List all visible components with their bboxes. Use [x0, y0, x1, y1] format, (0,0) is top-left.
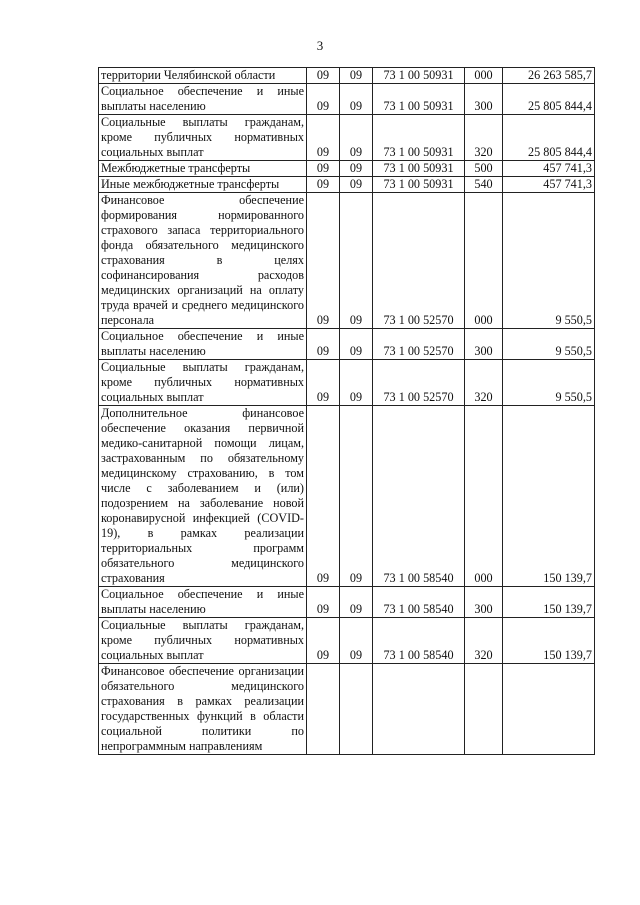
row-subsection: 09 [340, 618, 373, 664]
row-expense-type: 000 [465, 406, 503, 587]
page-number: 3 [316, 38, 324, 53]
row-amount: 26 263 585,7 [503, 68, 595, 84]
row-section: 09 [307, 68, 340, 84]
row-subsection: 09 [340, 406, 373, 587]
row-target-article: 73 1 00 50931 [373, 84, 465, 115]
row-target-article: 73 1 00 58540 [373, 587, 465, 618]
row-section: 09 [307, 193, 340, 329]
row-amount: 9 550,5 [503, 193, 595, 329]
table-row [99, 115, 595, 161]
row-target-article: 73 1 00 50931 [373, 161, 465, 177]
row-subsection: 09 [340, 68, 373, 84]
row-name: Финансовое обеспечение формирования нормированного страхового запаса территориального фонда обязательного медицинского страхования в целях софинансирования расходов медицинских организаций на оплату труда врачей и среднего медицинского персонала [99, 193, 307, 329]
row-target-article: 73 1 00 52570 [373, 329, 465, 360]
row-name: Социальные выплаты гражданам, кроме публичных нормативных социальных выплат [99, 115, 307, 161]
row-target-article: 73 1 00 52570 [373, 360, 465, 406]
row-subsection [340, 664, 373, 755]
row-section [307, 664, 340, 755]
row-section: 09 [307, 360, 340, 406]
row-section: 09 [307, 161, 340, 177]
table-row [99, 161, 595, 177]
row-amount: 9 550,5 [503, 360, 595, 406]
row-section: 09 [307, 618, 340, 664]
row-target-article [373, 664, 465, 755]
table-row [99, 618, 595, 664]
row-section: 09 [307, 177, 340, 193]
row-expense-type: 320 [465, 618, 503, 664]
row-section: 09 [307, 329, 340, 360]
row-subsection: 09 [340, 587, 373, 618]
row-amount [503, 664, 595, 755]
row-expense-type: 300 [465, 84, 503, 115]
row-target-article: 73 1 00 58540 [373, 618, 465, 664]
table-row [99, 177, 595, 193]
table-row [99, 193, 595, 329]
row-amount: 150 139,7 [503, 618, 595, 664]
row-section: 09 [307, 84, 340, 115]
table-row [99, 84, 595, 115]
row-name: Социальное обеспечение и иные выплаты населению [99, 84, 307, 115]
table-row [99, 329, 595, 360]
budget-table-body [99, 68, 595, 755]
row-expense-type: 000 [465, 193, 503, 329]
row-amount: 457 741,3 [503, 177, 595, 193]
row-name: Иные межбюджетные трансферты [99, 177, 307, 193]
row-section: 09 [307, 115, 340, 161]
row-name: Социальное обеспечение и иные выплаты населению [99, 587, 307, 618]
row-name: Финансовое обеспечение организации обязательного медицинского страхования в рамках реализации государственных функций в области социальной политики по непрограммным направлениям [99, 664, 307, 755]
row-target-article: 73 1 00 50931 [373, 177, 465, 193]
row-expense-type: 000 [465, 68, 503, 84]
row-name: Социальные выплаты гражданам, кроме публичных нормативных социальных выплат [99, 618, 307, 664]
row-subsection: 09 [340, 329, 373, 360]
row-name: Социальные выплаты гражданам, кроме публичных нормативных социальных выплат [99, 360, 307, 406]
row-section: 09 [307, 406, 340, 587]
row-target-article: 73 1 00 50931 [373, 68, 465, 84]
row-name: Дополнительное финансовое обеспечение оказания первичной медико-санитарной помощи лицам, застрахованным по обязательному медицинскому страхованию, в том числе с заболеванием и (или) подозрением на заболевание новой коронавирусной инфекцией (COVID-19), в рамках реализации территориальных программ обязательного медицинского страхования [99, 406, 307, 587]
table-row [99, 406, 595, 587]
row-amount: 150 139,7 [503, 406, 595, 587]
row-section: 09 [307, 587, 340, 618]
row-name: территории Челябинской области [99, 68, 307, 84]
row-amount: 25 805 844,4 [503, 84, 595, 115]
row-name: Социальное обеспечение и иные выплаты населению [99, 329, 307, 360]
row-amount: 457 741,3 [503, 161, 595, 177]
table-row [99, 587, 595, 618]
row-subsection: 09 [340, 193, 373, 329]
row-expense-type [465, 664, 503, 755]
row-expense-type: 300 [465, 329, 503, 360]
row-expense-type: 320 [465, 360, 503, 406]
row-subsection: 09 [340, 161, 373, 177]
row-subsection: 09 [340, 84, 373, 115]
budget-table [98, 67, 595, 755]
row-subsection: 09 [340, 360, 373, 406]
table-row [99, 664, 595, 755]
table-row [99, 68, 595, 84]
row-name: Межбюджетные трансферты [99, 161, 307, 177]
table-row [99, 360, 595, 406]
row-amount: 9 550,5 [503, 329, 595, 360]
row-amount: 25 805 844,4 [503, 115, 595, 161]
row-expense-type: 300 [465, 587, 503, 618]
row-expense-type: 500 [465, 161, 503, 177]
row-expense-type: 540 [465, 177, 503, 193]
row-subsection: 09 [340, 115, 373, 161]
row-expense-type: 320 [465, 115, 503, 161]
row-target-article: 73 1 00 58540 [373, 406, 465, 587]
row-target-article: 73 1 00 52570 [373, 193, 465, 329]
row-target-article: 73 1 00 50931 [373, 115, 465, 161]
row-subsection: 09 [340, 177, 373, 193]
row-amount: 150 139,7 [503, 587, 595, 618]
